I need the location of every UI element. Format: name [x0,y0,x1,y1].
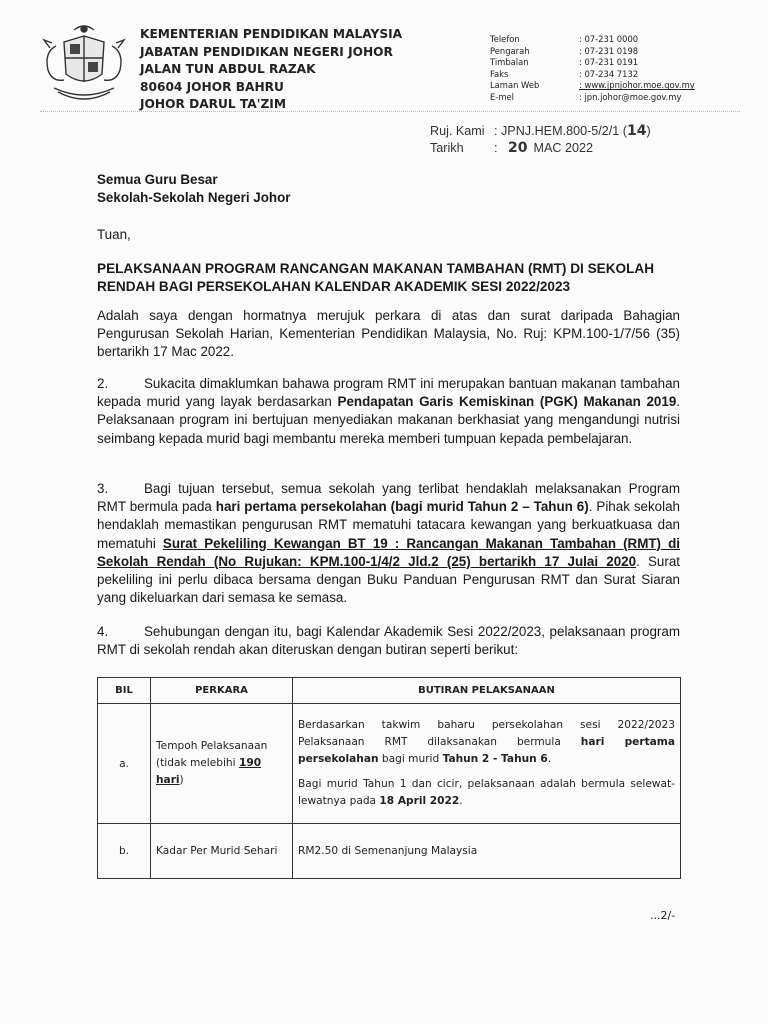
text-bold: Tahun 2 - Tahun 6 [442,753,548,765]
text-run: . Surat pekeliling ini perlu dibaca bersama dengan Buku Panduan Pengurusan RMT dan Surat Siaran yang dikeluarkan dari semasa ke semasa. [97,553,681,606]
recipient-line: Semua Guru Besar [97,172,218,187]
tarikh-handwritten: 20 [508,140,528,156]
org-line: KEMENTERIAN PENDIDIKAN MALAYSIA [140,27,403,41]
header-divider [40,111,740,112]
text-run: Bagi tujuan tersebut, semua sekolah yang terlibat hendaklah melaksanakan Program RMT bermula pada [97,481,680,515]
paragraph-1 [97,307,680,362]
paragraph-number: 3. [97,481,109,496]
table-row [98,704,681,824]
circular-reference: Surat Pekeliling Kewangan BT 19 : Rancangan Makanan Tambahan (RMT) di Sekolah Rendah (No Rujukan: KPM.100-1/4/2 Jld.2 (25) bertarikh 17 Julai 2020 [97,535,681,569]
text-bold: 18 April 2022 [379,795,460,807]
text-bold: hari pertama persekolahan (bagi murid Tahun 2 – Tahun 6) [215,499,589,515]
text-bold: Pendapatan Garis Kemiskinan (PGK) Makanan 2019 [337,394,677,410]
bil-cell: b. [98,824,151,879]
text-run: Bagi murid Tahun 1 dan cicir, pelaksanaan adalah bermula selewat-lewatnya pada [298,778,675,807]
perkara-days: 190 hari [156,757,262,786]
contact-label: Pengarah [490,45,530,56]
recipient [97,171,290,208]
butiran-cell [293,704,681,824]
text-run: Sehubungan dengan itu, bagi Kalendar Akademik Sesi 2022/2023, pelaksanaan program RMT di sekolah rendah akan diteruskan dengan butiran seperti berikut: [97,624,680,658]
text-run: Sukacita dimaklumkan bahawa program RMT ini merupakan bantuan makanan tambahan kepada murid yang layak berdasarkan [97,376,680,410]
org-line: 80604 JOHOR BAHRU [140,79,284,94]
ruj-value: : JPNJ.HEM.800-5/2/1 ( [494,124,627,138]
perkara-cell [151,704,293,824]
implementation-table [97,677,681,879]
title-line: PELAKSANAAN PROGRAM RANCANGAN MAKANAN TAMBAHAN (RMT) DI SEKOLAH [97,261,655,276]
tarikh-colon: : [494,141,498,155]
butiran-cell: RM2.50 di Semenanjung Malaysia [293,824,681,879]
website-link[interactable]: : www.jpnjohor.moe.gov.my [579,80,695,91]
table-header-row [98,678,681,704]
org-line: JOHOR DARUL TA'ZIM [140,97,286,111]
paragraph-4 [97,623,680,659]
contact-value: : 07-231 0191 [579,57,639,68]
contact-label: Telefon [490,34,520,44]
contact-label: Faks [490,68,509,79]
text-run: . [459,795,463,807]
paragraph-number: 4. [97,624,109,639]
contact-label: Laman Web [490,80,540,91]
text-bold: hari pertama persekolahan [298,736,675,765]
salutation: Tuan, [97,227,131,242]
contact-label: Timbalan [490,57,529,68]
text-run: bagi murid [378,753,443,765]
table-row [98,824,681,879]
text-run: . Pelaksanaan program ini bertujuan menyediakan makanan berkhasiat yang mengandungi nutrisi seimbang kepada murid bagi membantu mereka memberi tumpuan kepada pembelajaran. [97,394,680,446]
perkara-cell: Kadar Per Murid Sehari [151,824,293,879]
reference-block [430,123,651,157]
paragraph-2 [97,375,680,448]
ruj-close: ) [646,124,651,138]
coat-of-arms-logo [34,22,134,110]
org-line: JALAN TUN ABDUL RAZAK [140,62,316,76]
column-header: BIL [98,678,151,704]
contact-value: : 07-234 7132 [579,68,639,79]
bil-cell: a. [98,704,151,824]
recipient-line: Sekolah-Sekolah Negeri Johor [97,190,291,206]
column-header: BUTIRAN PELAKSANAAN [293,678,681,704]
perkara-text: ) [179,774,184,786]
ministry-header [140,26,402,114]
perkara-text: (tidak melebihi [156,757,239,769]
contact-label: E-mel [490,91,514,102]
contact-value: : 07-231 0000 [579,34,639,44]
ruj-handwritten: 14 [626,123,647,139]
paragraph-3 [97,480,680,607]
ruj-label: Ruj. Kami [430,124,485,138]
paragraph-text: Adalah saya dengan hormatnya merujuk perkara di atas dan surat daripada Bahagian Pengurusan Sekolah Harian, Kementerian Pendidikan Malaysia, No. Ruj: KPM.100-1/7/56 (35) bertarikh 17 Mac 2022. [97,308,680,360]
text-run: . Pihak sekolah hendaklah memastikan pengurusan RMT mematuhi tatacara kewangan yang berkuatkuasa dan mematuhi [97,499,680,551]
column-header: PERKARA [151,678,293,704]
tarikh-value: MAC 2022 [533,141,593,155]
paragraph-number: 2. [97,376,109,391]
tarikh-label: Tarikh [430,141,464,155]
contact-block [490,34,695,104]
text-run: . [547,753,552,765]
org-line: JABATAN PENDIDIKAN NEGERI JOHOR [140,44,393,59]
page-continuation: ...2/- [650,909,676,922]
text-run: Berdasarkan takwim baharu persekolahan sesi 2022/2023 Pelaksanaan RMT dilaksanakan bermula [298,719,675,748]
contact-value: : 07-231 0198 [579,45,639,56]
title-line: RENDAH BAGI PERSEKOLAHAN KALENDAR AKADEMIK SESI 2022/2023 [97,279,571,294]
email-link[interactable]: : jpn.johor@moe.gov.my [579,91,682,102]
perkara-text: Tempoh Pelaksanaan [156,740,268,752]
letter-title [97,260,697,296]
